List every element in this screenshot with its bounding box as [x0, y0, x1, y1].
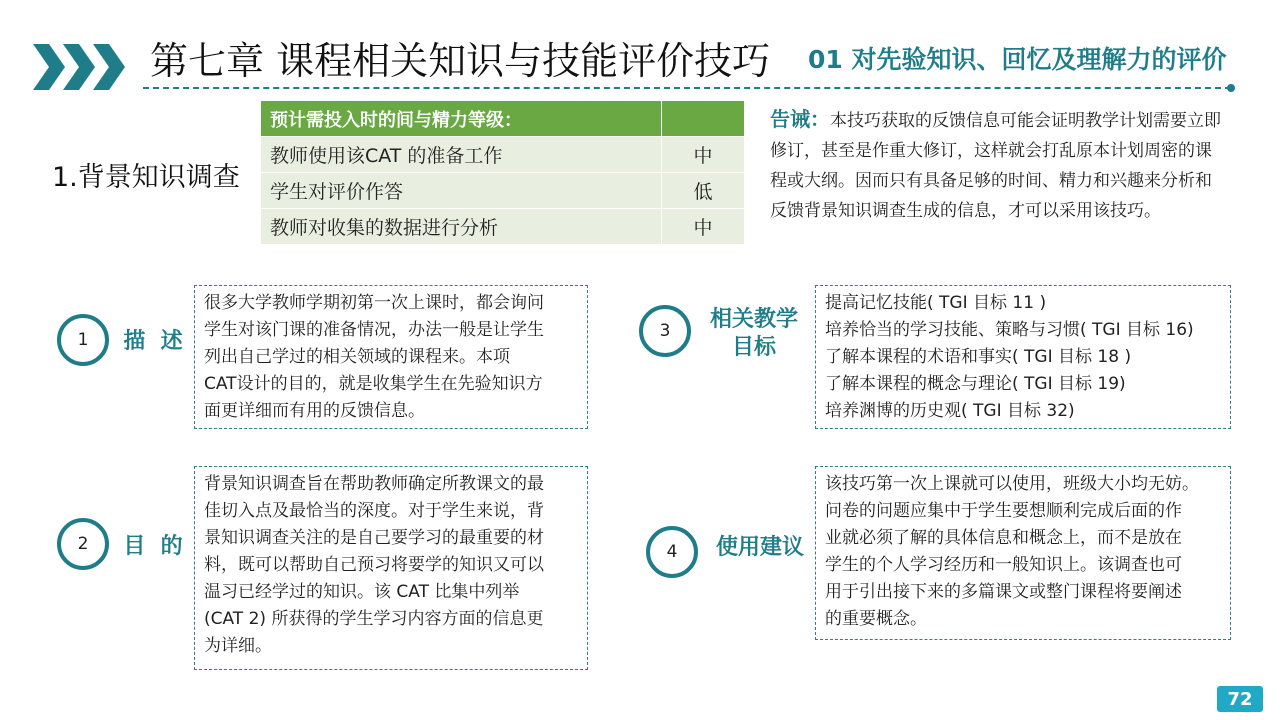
- item-purpose-box: [194, 466, 588, 670]
- item-number-badge: [639, 305, 691, 357]
- text-line: (CAT 2) 所获得的学生学习内容方面的信息更: [204, 609, 544, 629]
- effort-task: 学生对评价作答: [261, 173, 662, 209]
- section-title: 1.背景知识调查: [52, 162, 240, 193]
- item-label: 描 述: [123, 329, 183, 354]
- item-label: 目 的: [123, 534, 183, 559]
- text-line: 佳切入点及最恰当的深度。对于学生来说，背: [204, 501, 544, 521]
- item-label-line: 相关教学: [709, 307, 798, 332]
- table-row: [261, 173, 745, 209]
- effort-task: 教师对收集的数据进行分析: [261, 209, 662, 245]
- text-line: 的重要概念。: [825, 609, 927, 629]
- effort-task: 教师使用该CAT 的准备工作: [261, 137, 662, 173]
- text-line: 很多大学教师学期初第一次上课时，都会询问: [204, 293, 544, 313]
- text-line: 提高记忆技能( TGI 目标 11 ): [825, 293, 1047, 313]
- text-line: 了解本课程的术语和事实( TGI 目标 18 ): [825, 347, 1132, 367]
- text-line: 为详细。: [204, 636, 272, 656]
- item-label: [700, 306, 808, 362]
- text-line: 列出自己学过的相关领域的课程来。本项: [204, 347, 510, 367]
- effort-table: [260, 100, 745, 245]
- effort-table-header: [261, 101, 745, 137]
- text-line: 学生对该门课的准备情况，办法一般是让学生: [204, 320, 544, 340]
- item-usage-box: [815, 466, 1231, 640]
- item-number: 1: [77, 330, 89, 350]
- effort-table-header-cell: [662, 101, 745, 137]
- item-number-badge: [57, 314, 109, 366]
- text-line: 问卷的问题应集中于学生要想顺利完成后面的作: [825, 501, 1182, 521]
- item-goals-box: [815, 285, 1231, 429]
- text-line: 该技巧第一次上课就可以使用，班级大小均无妨。: [825, 474, 1199, 494]
- effort-level: 低: [662, 173, 745, 209]
- text-line: 业就必须了解的具体信息和概念上，而不是放在: [825, 528, 1182, 548]
- item-number-badge: [646, 526, 698, 578]
- text-line: 温习已经学过的知识。该 CAT 比集中列举: [204, 582, 520, 602]
- text-line: 面更详细而有用的反馈信息。: [204, 401, 425, 421]
- page-title: 第七章 课程相关知识与技能评价技巧: [150, 39, 771, 83]
- effort-table-header-cell: 预计需投入时的间与精力等级：: [261, 101, 662, 137]
- page-number-badge: 72: [1217, 686, 1263, 712]
- item-label: 使用建议: [715, 535, 804, 560]
- header-divider: [143, 87, 1231, 89]
- text-line: 培养恰当的学习技能、策略与习惯( TGI 目标 16): [825, 320, 1194, 340]
- warning-label: 告诫：: [770, 107, 830, 131]
- text-line: 景知识调查关注的是自己要学习的最重要的材: [204, 528, 544, 548]
- text-line: 料，既可以帮助自己预习将要学的知识又可以: [204, 555, 544, 575]
- item-number: 3: [659, 321, 671, 341]
- text-line: 背景知识调查旨在帮助教师确定所教课文的最: [204, 474, 544, 494]
- text-line: 培养渊博的历史观( TGI 目标 32): [825, 401, 1075, 421]
- table-row: [261, 137, 745, 173]
- table-row: [261, 209, 745, 245]
- text-line: CAT设计的目的，就是收集学生在先验知识方: [204, 374, 543, 394]
- item-label-line: 目标: [731, 335, 776, 360]
- item-number: 4: [666, 542, 678, 562]
- text-line: 了解本课程的概念与理论( TGI 目标 19): [825, 374, 1126, 394]
- page-subtitle: 01 对先验知识、回忆及理解力的评价: [808, 45, 1227, 74]
- effort-level: 中: [662, 209, 745, 245]
- text-line: 用于引出接下来的多篇课文或整门课程将要阐述: [825, 582, 1182, 602]
- item-number: 2: [77, 534, 89, 554]
- item-description-box: [194, 285, 588, 429]
- effort-level: 中: [662, 137, 745, 173]
- warning-text: 本技巧获取的反馈信息可能会证明教学计划需要立即修订，甚至是作重大修订，这样就会打乱原本计划周密的课程或大纲。因而只有具备足够的时间、精力和兴趣来分析和反馈背景知识调查生成的信息，才可以采用该技巧。: [770, 111, 1221, 221]
- text-line: 学生的个人学习经历和一般知识上。该调查也可: [825, 555, 1182, 575]
- header-divider-dot: [1227, 84, 1235, 92]
- item-number-badge: [57, 518, 109, 570]
- warning-note: [770, 104, 1228, 226]
- triple-chevron-icon: [33, 44, 129, 90]
